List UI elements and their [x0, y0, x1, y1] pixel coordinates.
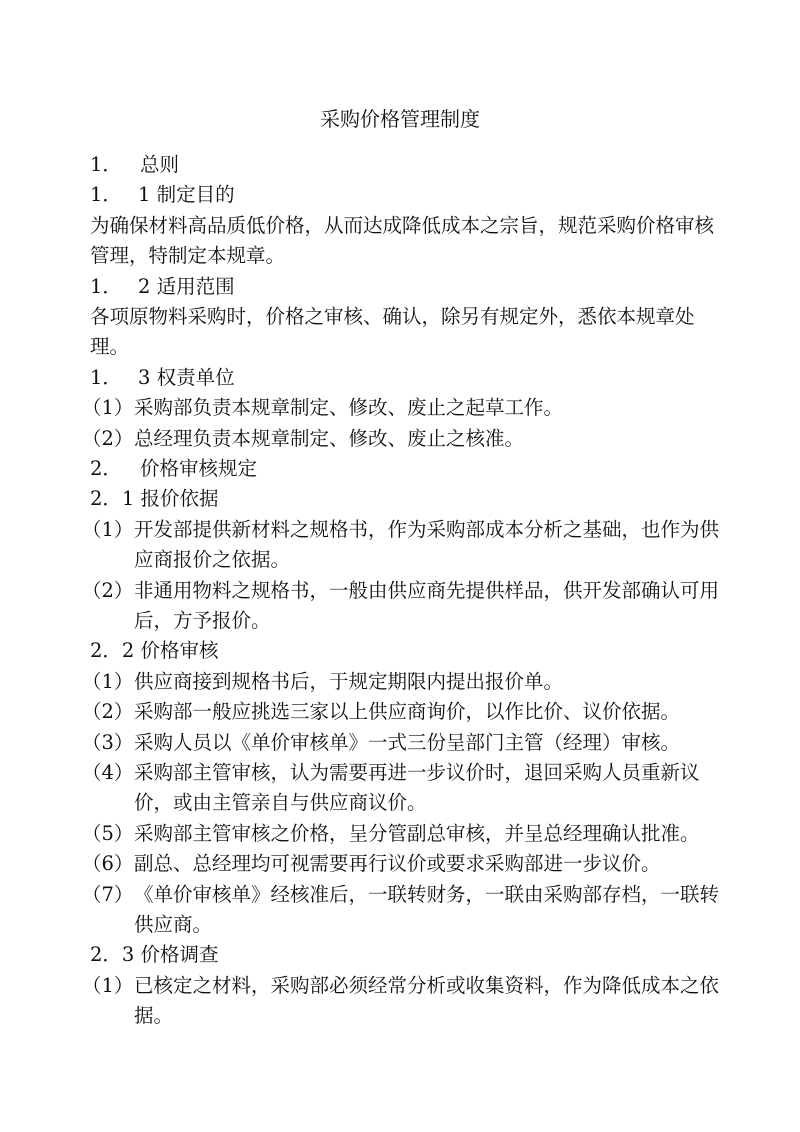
document-body: [82, 150, 720, 1032]
list-item: [82, 728, 720, 758]
list-item-text: 采购部一般应挑选三家以上供应商询价，以作比价、议价依据。: [134, 700, 681, 724]
list-item-text: 已核定之材料，采购部必须经常分析或收集资料，作为降低成本之依据。: [134, 973, 720, 1028]
subsection-label: 1 制定目的: [138, 183, 235, 207]
list-marker: （1）: [82, 669, 134, 693]
list-marker: （3）: [82, 730, 134, 754]
section-number: 2．: [90, 457, 122, 480]
list-item: [82, 849, 720, 879]
section-label: 价格审核规定: [140, 457, 258, 480]
subsection-label: 2 适用范围: [138, 274, 235, 298]
list-item-text: 采购人员以《单价审核单》一式三份呈部门主管（经理）审核。: [134, 730, 681, 754]
list-marker: （2）: [82, 426, 134, 450]
list-marker: （7）: [82, 882, 134, 906]
section-number: 1．: [90, 153, 122, 176]
list-item-text: 总经理负责本规章制定、修改、废止之核准。: [134, 426, 525, 450]
list-item-text: 非通用物料之规格书，一般由供应商先提供样品，供开发部确认可用后，方予报价。: [134, 578, 720, 632]
list-item-text: 开发部提供新材料之规格书，作为采购部成本分析之基础，也作为供应商报价之依据。: [134, 517, 720, 572]
list-item: [82, 515, 720, 576]
list-item: [82, 667, 720, 697]
list-item: [82, 697, 720, 727]
list-item-text: 采购部主管审核之价格，呈分管副总审核，并呈总经理确认批准。: [134, 821, 700, 845]
list-marker: （2）: [82, 700, 134, 724]
list-marker: （6）: [82, 852, 134, 876]
subsection-heading-price-audit: 2．2 价格审核: [90, 639, 219, 663]
list-item: [82, 424, 720, 454]
list-item: [82, 758, 720, 819]
list-marker: （1）: [82, 517, 134, 541]
list-marker: （5）: [82, 821, 134, 845]
list-marker: （1）: [82, 396, 134, 420]
list-item-text: 采购部负责本规章制定、修改、废止之起草工作。: [134, 396, 564, 420]
subsection-number: 1．: [90, 183, 122, 207]
paragraph-purpose: 为确保材料高品质低价格，从而达成降低成本之宗旨，规范采购价格审核管理，特制定本规章。: [90, 213, 715, 268]
section-label: 总则: [140, 153, 180, 176]
subsection-number: 1．: [90, 274, 122, 298]
subsection-heading-quote-basis: 2．1 报价依据: [90, 487, 219, 511]
subsection-heading-responsibility: [90, 363, 720, 393]
list-item-text: 供应商接到规格书后，于规定期限内提出报价单。: [134, 669, 564, 693]
list-item: [82, 819, 720, 849]
list-item-text: 采购部主管审核，认为需要再进一步议价时，退回采购人员重新议价，或由主管亲自与供应商议价。: [134, 761, 700, 815]
subsection-number: 1．: [90, 365, 122, 389]
document-title: 采购价格管理制度: [320, 107, 480, 131]
section-heading-price-review: [90, 454, 720, 484]
list-item: [82, 880, 720, 941]
paragraph-scope: 各项原物料采购时，价格之审核、确认，除另有规定外，悉依本规章处理。: [90, 304, 695, 359]
list-item-text: 副总、总经理均可视需要再行议价或要求采购部进一步议价。: [134, 852, 661, 876]
list-item: [82, 971, 720, 1032]
section-heading-general: [90, 150, 720, 180]
list-item: [82, 393, 720, 423]
list-marker: （1）: [82, 973, 134, 997]
list-marker: （2）: [82, 578, 134, 602]
list-item: [82, 576, 720, 637]
subsection-heading-price-survey: 2．3 价格调查: [90, 943, 219, 967]
subsection-heading-purpose: [90, 180, 720, 210]
list-item-text: 《单价审核单》经核准后，一联转财务，一联由采购部存档，一联转供应商。: [134, 882, 720, 937]
subsection-label: 3 权责单位: [138, 365, 235, 389]
subsection-heading-scope: [90, 272, 720, 302]
list-marker: （4）: [82, 761, 134, 785]
